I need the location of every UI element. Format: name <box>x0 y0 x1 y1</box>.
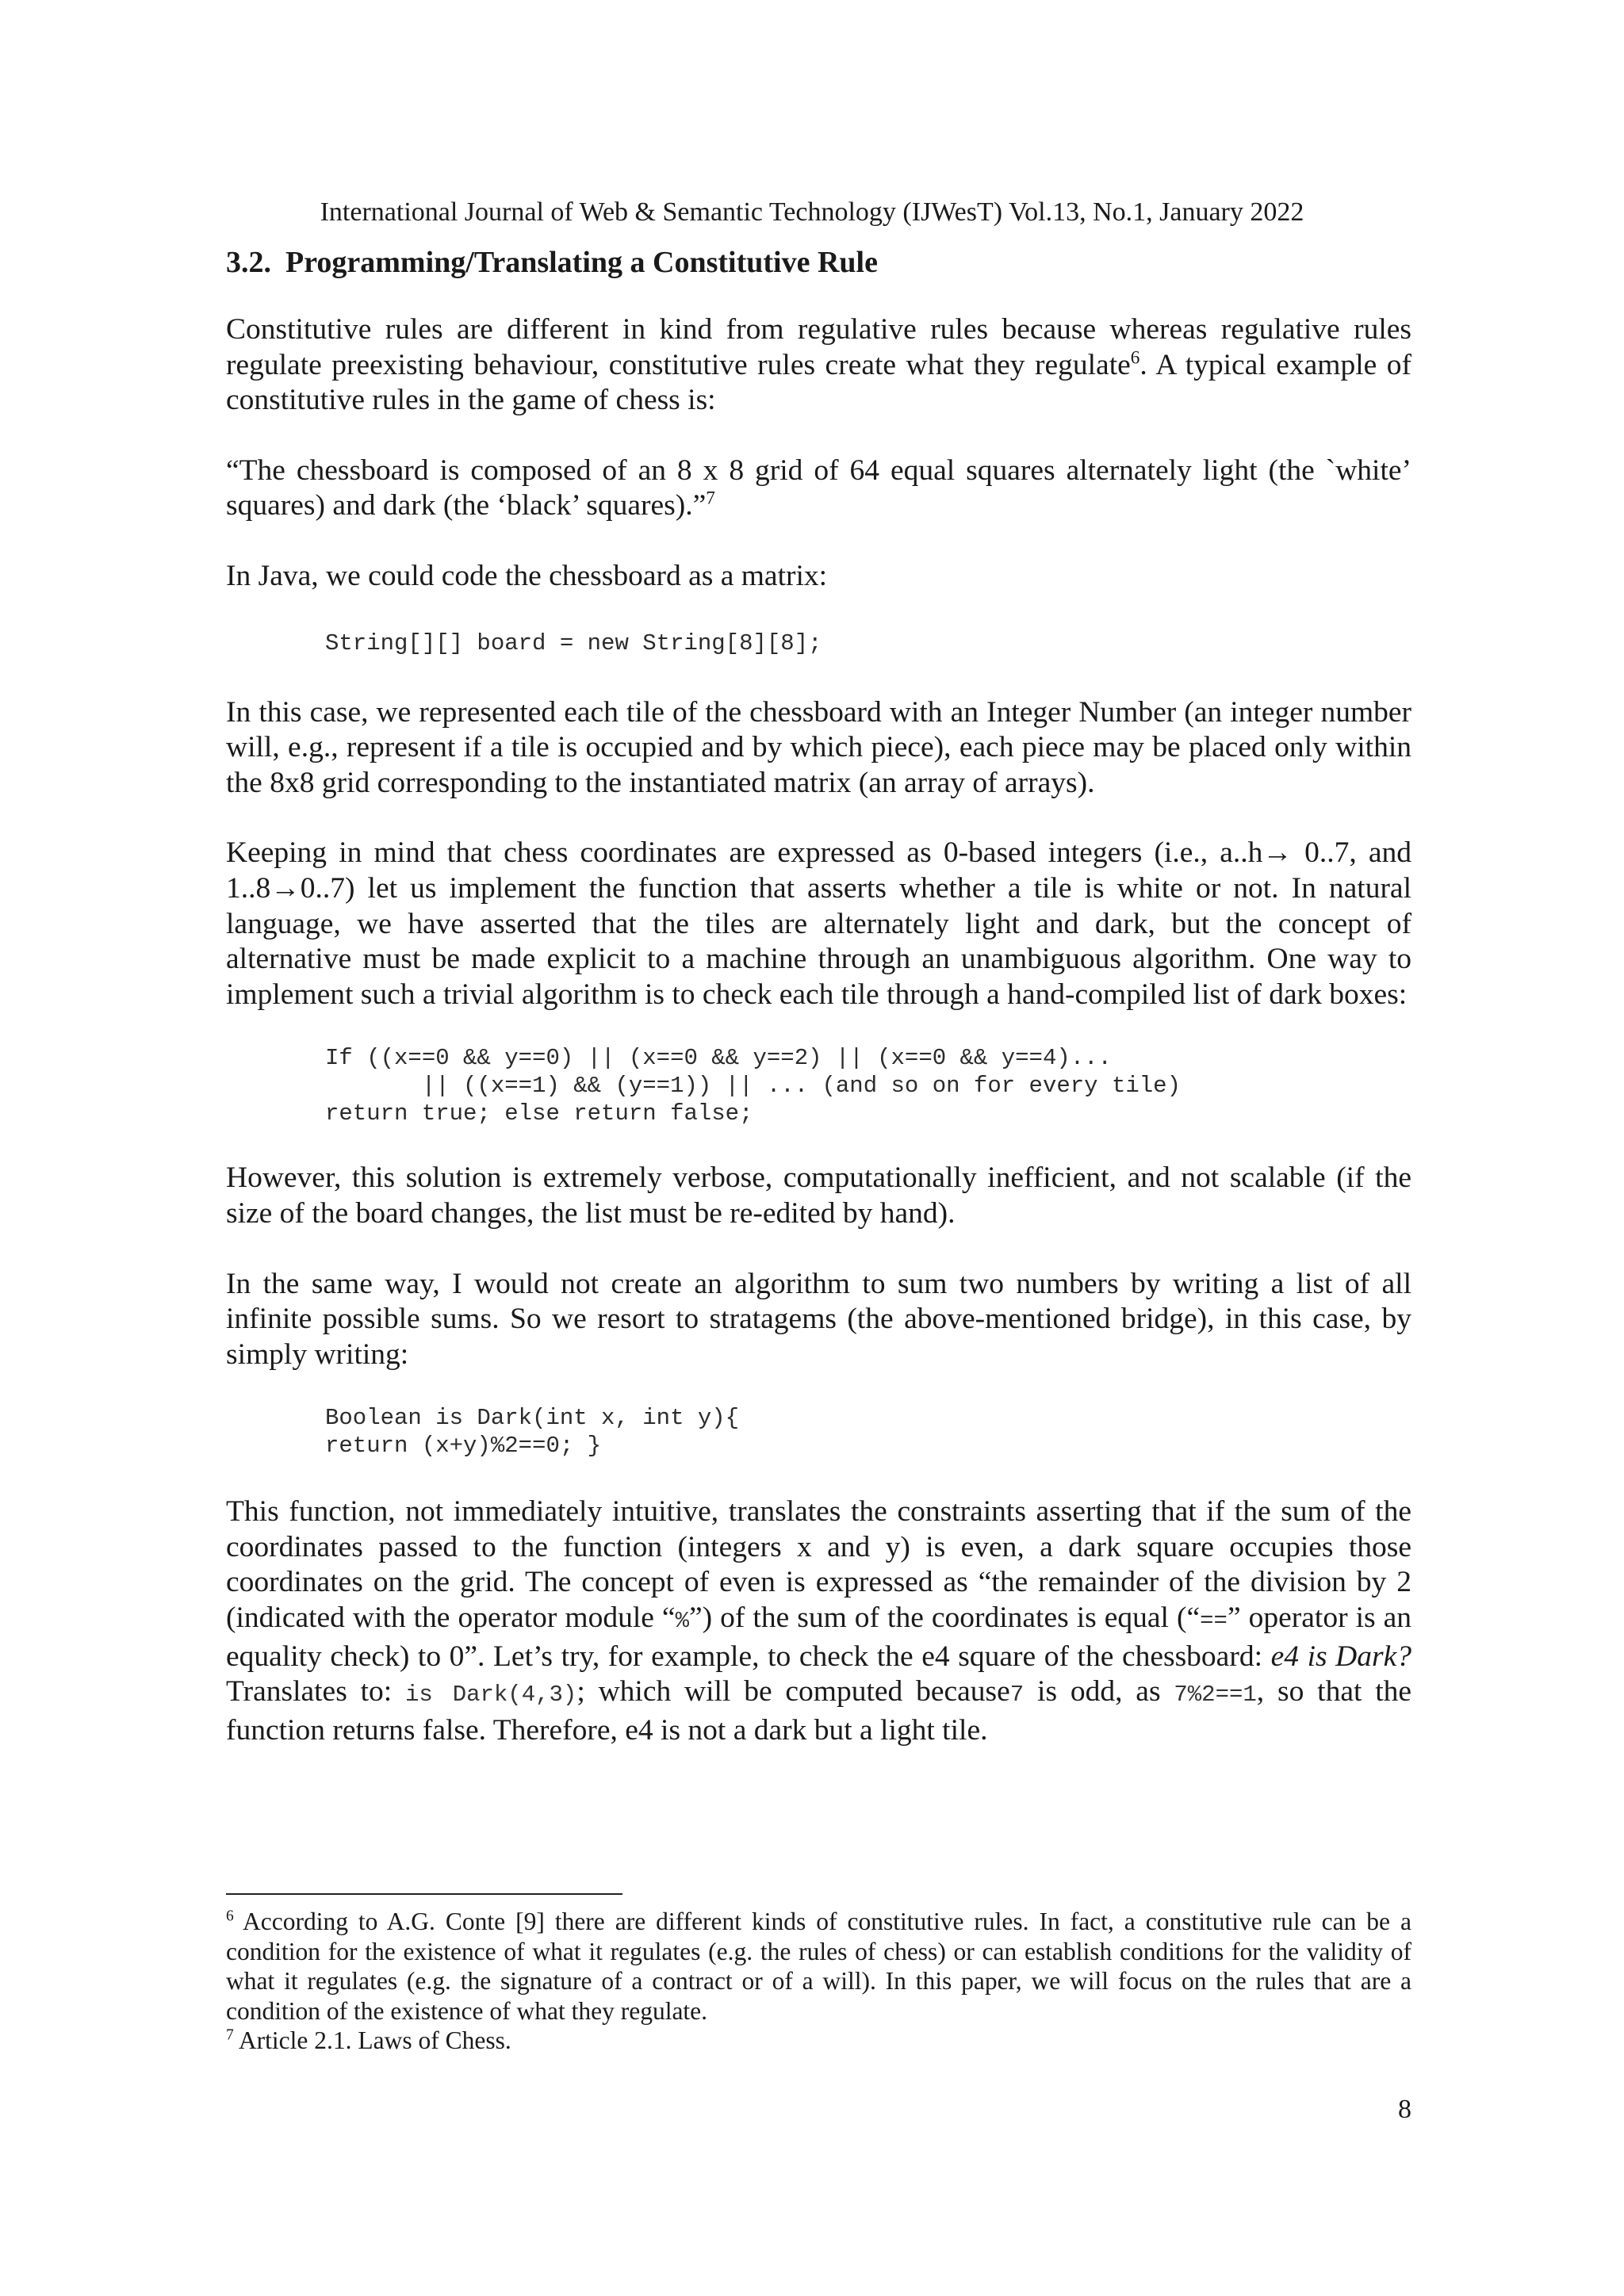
footnote-ref-7[interactable]: 7 <box>706 488 715 509</box>
section-title: Programming/Translating a Constitutive Rule <box>285 246 878 279</box>
code-block-is-dark: Boolean is Dark(int x, int y){ return (x+y)%2==0; } <box>325 1405 740 1460</box>
paragraph-7: In the same way, I would not create an algorithm to sum two numbers by writing a list of all infinite possible sums. So we resort to stratagems (the above-mentioned bridge), in this case, by simply writing: <box>226 1267 1411 1371</box>
paragraph-5: Keeping in mind that chess coordinates are expressed as 0-based integers (i.e., a..h→ 0..7, and 1..8→0..7) let us implement the function that asserts whether a tile is white or not. In natural language, we have asserted that the tiles are alternately light and dark, but the concept of alternative must be made explicit to a machine through an unambiguous algorithm. One way to implement such a trivial algorithm is to check each tile through a hand-compiled list of dark boxes: <box>226 836 1411 1011</box>
footnotes <box>226 1907 1411 2056</box>
section-heading <box>226 244 1411 281</box>
paragraph-text: ” operator is an equality check) to 0”. Let’s try, for example, to check the e4 square of the chessboard: <box>226 1601 1412 1673</box>
inline-code: 7%2==1 <box>1174 1682 1257 1709</box>
paragraph-text: , so that the function returns false. Therefore, e4 is not a dark but a light tile. <box>226 1675 1412 1747</box>
paragraph-4: In this case, we represented each tile of the chessboard with an Integer Number (an integer number will, e.g., represent if a tile is occupied and by which piece), each piece may be placed only within the 8x8 grid corresponding to the instantiated matrix (an array of arrays). <box>226 695 1411 799</box>
section-number: 3.2. <box>226 246 271 279</box>
code-block-board: String[][] board = new String[8][8]; <box>325 629 822 656</box>
footnote-divider <box>226 1893 622 1895</box>
paragraph-6: However, this solution is extremely verbose, computationally inefficient, and not scalable (if the size of the board changes, the list must be re-edited by hand). <box>226 1161 1411 1230</box>
running-head: International Journal of Web & Semantic Technology (IJWesT) Vol.13, No.1, January 2022 <box>320 197 1304 227</box>
inline-code: 7 <box>1009 1682 1025 1709</box>
footnote-mark-6: 6 <box>226 1908 234 1925</box>
body-text <box>226 244 1411 1783</box>
code-block-if-list: If ((x==0 && y==0) || (x==0 && y==2) || (x==0 && y==4)... || ((x==1) && (y==1)) || ... (and so on for every tile) return true; else return false; <box>325 1045 1181 1127</box>
page-number: 8 <box>1398 2095 1411 2124</box>
paragraph-text: . A typical example of constitutive rules in the game of chess is: <box>226 348 1412 417</box>
paragraph-2-quote <box>226 453 1411 524</box>
footnote-6 <box>226 1907 1411 2026</box>
paragraph-text: Translates to: <box>226 1675 406 1709</box>
italic-text: e4 is Dark? <box>1270 1640 1412 1673</box>
footnote-text: According to A.G. Conte [9] there are different kinds of constitutive rules. In fact, a constitutive rule can be a condition for the existence of what it regulates (e.g. the rules of chess) or can establish conditions for the validity of what it regulates (e.g. the signature of a contract or of a will). In this paper, we will focus on the rules that are a condition of the existence of what they regulate. <box>226 1908 1411 2025</box>
paragraph-text: ; which will be computed because <box>576 1675 1010 1709</box>
paragraph-3: In Java, we could code the chessboard as a matrix: <box>226 559 828 592</box>
paragraph-8 <box>226 1494 1411 1748</box>
paragraph-text: ”) of the sum of the coordinates is equal (“ <box>688 1601 1201 1635</box>
inline-code: % <box>675 1608 689 1635</box>
paragraph-text: Constitutive rules are different in kind from regulative rules because whereas regulative rules regulate preexisting behaviour, constitutive rules create what they regulate <box>226 313 1411 381</box>
footnote-text: Article 2.1. Laws of Chess. <box>233 2026 511 2054</box>
footnote-ref-6[interactable]: 6 <box>1130 347 1140 369</box>
paragraph-text: This function, not immediately intuitive, translates the constraints asserting that if the sum of the coordinates passed to the function (integers x and y) is even, a dark square occupies those coordinates on the grid. The concept of even is expressed as “the remainder of the division by 2 (indicated with the operator module “ <box>226 1495 1411 1635</box>
footnote-7 <box>226 2026 1411 2056</box>
inline-code: == <box>1200 1608 1228 1635</box>
quote-text: “The chessboard is composed of an 8 x 8 grid of 64 equal squares alternately light (the `white’ squares) and dark (the ‘black’ squares).” <box>226 453 1411 522</box>
footnote-mark-7: 7 <box>226 2026 234 2044</box>
paragraph-text: is odd, as <box>1024 1675 1174 1709</box>
paragraph-1 <box>226 312 1411 419</box>
inline-code: is Dark(4,3) <box>405 1682 577 1709</box>
